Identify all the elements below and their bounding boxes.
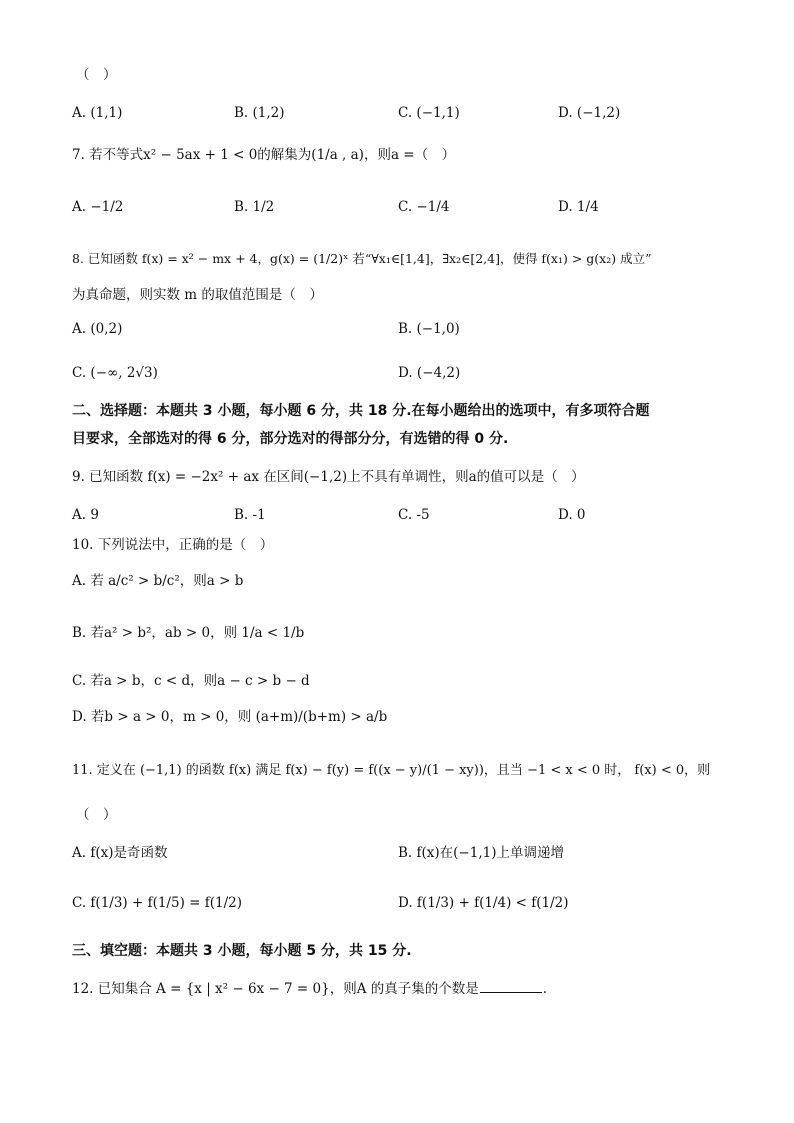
q10-option-c: C. 若a > b，c < d，则a − c > b − d (72, 673, 310, 689)
q12-stem-text: 12. 已知集合 A = {x | x² − 6x − 7 = 0}，则A 的真子集的个数是 (72, 981, 479, 997)
q10-stem: 10. 下列说法中，正确的是（ ） (72, 537, 274, 553)
q11-stem-line2: （ ） (76, 807, 117, 823)
q7-option-a: A. −1/2 (72, 199, 124, 215)
q6-option-b: B. (1,2) (234, 105, 285, 121)
q8-stem-line2: 为真命题，则实数 m 的取值范围是（ ） (72, 287, 323, 303)
q8-option-a: A. (0,2) (72, 321, 123, 337)
q9-option-d: D. 0 (558, 507, 586, 523)
q6-option-c: C. (−1,1) (398, 105, 460, 121)
q10-option-b: B. 若a² > b²，ab > 0，则 1/a < 1/b (72, 625, 305, 641)
q7-option-b: B. 1/2 (234, 199, 275, 215)
q12-stem (72, 980, 547, 997)
q9-option-a: A. 9 (72, 507, 99, 523)
q7-stem: 7. 若不等式x² − 5ax + 1 < 0的解集为(1/a , a)，则a =（ ） (72, 147, 456, 163)
q12-stem-end: . (542, 981, 548, 997)
section2-heading-line1: 二、选择题：本题共 3 小题，每小题 6 分，共 18 分.在每小题给出的选项中，有多项符合题 (72, 403, 650, 419)
q11-option-c: C. f(1/3) + f(1/5) = f(1/2) (72, 895, 242, 911)
q8-option-c: C. (−∞, 2√3) (72, 365, 158, 381)
q8-stem-line1: 8. 已知函数 f(x) = x² − mx + 4，g(x) = (1/2)ˣ 若“∀x₁∈[1,4]，∃x₂∈[2,4]，使得 f(x₁) > g(x₂) 成立” (72, 251, 652, 266)
q9-option-c: C. -5 (398, 507, 430, 523)
q6-option-d: D. (−1,2) (558, 105, 621, 121)
q7-option-d: D. 1/4 (558, 199, 599, 215)
q11-option-a: A. f(x)是奇函数 (72, 845, 168, 861)
q9-option-b: B. -1 (234, 507, 266, 523)
q11-stem-line1: 11. 定义在 (−1,1) 的函数 f(x) 满足 f(x) − f(y) = f((x − y)/(1 − xy))，且当 −1 < x < 0 时， f(x) < 0，则 (72, 763, 711, 778)
answer-blank[interactable] (480, 980, 542, 993)
q6-option-a: A. (1,1) (72, 105, 123, 121)
q9-stem: 9. 已知函数 f(x) = −2x² + ax 在区间(−1,2)上不具有单调性，则a的值可以是（ ） (72, 469, 585, 485)
q8-option-d: D. (−4,2) (398, 365, 461, 381)
q10-option-d: D. 若b > a > 0，m > 0，则 (a+m)/(b+m) > a/b (72, 709, 388, 725)
q10-option-a: A. 若 a/c² > b/c²，则a > b (72, 573, 244, 589)
section2-heading-line2: 目要求，全部选对的得 6 分，部分选对的得部分分，有选错的得 0 分. (72, 431, 509, 447)
q11-option-d: D. f(1/3) + f(1/4) < f(1/2) (398, 895, 569, 911)
q11-option-b: B. f(x)在(−1,1)上单调递增 (398, 845, 564, 861)
q6-tail: （ ） (76, 67, 117, 83)
q7-option-c: C. −1/4 (398, 199, 450, 215)
q8-option-b: B. (−1,0) (398, 321, 460, 337)
section3-heading: 三、填空题：本题共 3 小题，每小题 5 分，共 15 分. (72, 943, 412, 959)
